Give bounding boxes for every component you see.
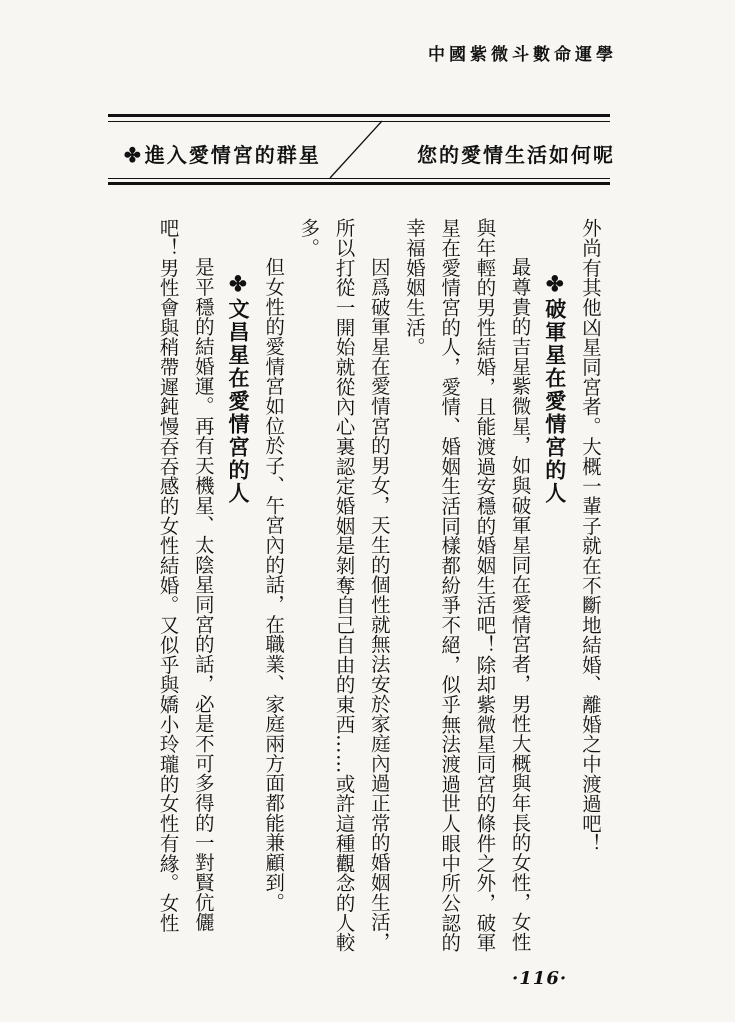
header-rule-bottom-thick (108, 182, 610, 185)
subheading-pojun (538, 218, 573, 970)
section-header-left (124, 139, 321, 168)
paragraph: 但女性的愛情宮如位於子、午宮內的話，在職業、家庭兩方面都能兼顧到。 (262, 256, 286, 912)
flower-diamond-icon: ✤ (225, 272, 251, 298)
book-title: 中國紫微斗數命運學 (428, 45, 617, 65)
header-rule-bottom-thin (108, 178, 610, 179)
subheading-text: 破軍星在愛情宮的人 (542, 298, 568, 505)
paragraph: 外尚有其他凶星同宮者。大概一輩子就在不斷地結婚、離婚之中渡過吧！ (579, 218, 602, 854)
main-text-column (98, 218, 608, 970)
subheading-wenchang (221, 218, 256, 970)
flower-diamond-icon: ✤ (124, 143, 143, 167)
paragraph: 是平穩的結婚運。再有天機星、太陰星同宮的話，必是不可多得的一對賢伉儷吧！男性會與稍帶遲鈍慢吞吞感的女性結婚。又似乎與嬌小玲瓏的女性有緣。女性 (156, 218, 215, 933)
section-header-right (417, 139, 615, 168)
page-number: ·116· (512, 968, 568, 989)
flower-diamond-icon: ✤ (542, 272, 568, 298)
subheading-text: 文昌星在愛情宮的人 (225, 298, 251, 505)
section-title-right: 您的愛情生活如何呢 (417, 143, 615, 167)
header-rule-top-thin (108, 121, 610, 122)
paragraph: 因爲破軍星在愛情宮的男女，天生的個性就無法安於家庭內過正常的婚姻生活，所以打從一開始就從內心裏認定婚姻是剝奪自己自由的東西……或許這種觀念的人較多。 (297, 218, 391, 953)
paragraph: 最尊貴的吉星紫微星，如與破軍星同在愛情宮者，男性大概與年長的女性，女性與年輕的男性結婚，且能渡過安穩的婚姻生活吧！除却紫微星同宮的條件之外，破軍星在愛情宮的人，愛情、婚姻生活同樣都紛爭不絕，似乎無法渡過世人眼中所公認的幸福婚姻生活。 (402, 218, 532, 953)
section-title-left: 進入愛情宮的群星 (144, 143, 321, 167)
header-rule-top-thick (108, 114, 610, 117)
